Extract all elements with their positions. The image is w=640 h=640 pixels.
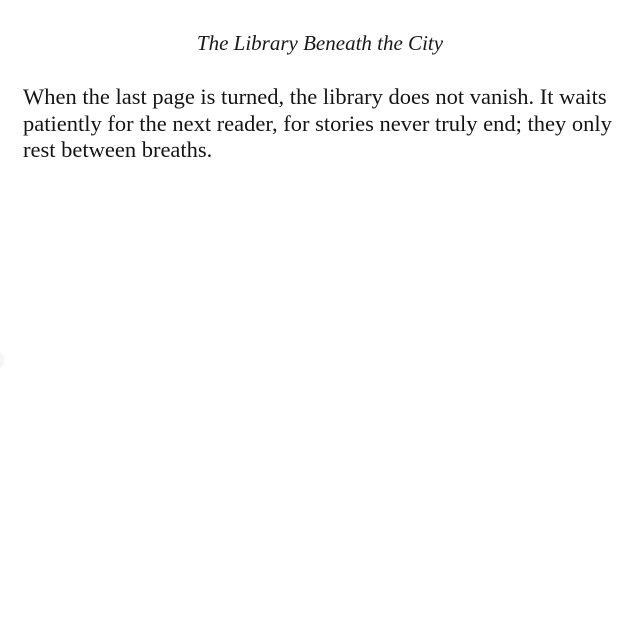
body-paragraph	[23, 84, 623, 164]
text-line: When the last page is turned, the library does not vanish. It waits	[23, 84, 607, 109]
page-edge-marker	[0, 352, 4, 368]
text-line: rest between breaths.	[23, 137, 213, 162]
text-line: patiently for the next reader, for stories never truly end; they only	[23, 110, 612, 136]
chapter-title: The Library Beneath the City	[196, 31, 444, 55]
